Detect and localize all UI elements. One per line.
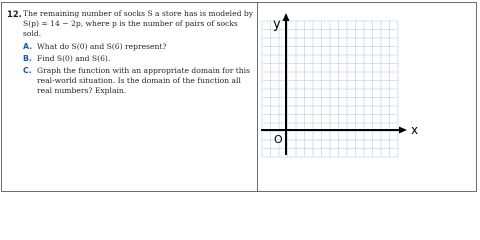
part-c-text: Graph the function with an appropriate domain for this real-world situation. Is the domain of the function all real numbers? Explain. bbox=[37, 66, 251, 96]
y-axis-arrowhead bbox=[283, 13, 290, 21]
part-c-letter: C. bbox=[23, 66, 32, 76]
part-a-text: What do S(0) and S(6) represent? bbox=[37, 41, 167, 51]
problem-stem: The remaining number of socks S a store has is modeled by S(p) = 14 − 2p, where p is the number of pairs of socks sold. bbox=[23, 9, 254, 39]
column-divider bbox=[257, 3, 258, 191]
x-axis-arrowhead bbox=[399, 127, 407, 134]
part-b bbox=[23, 54, 255, 64]
part-a bbox=[23, 42, 255, 52]
problem-parts bbox=[23, 42, 255, 97]
coordinate-grid bbox=[259, 7, 459, 183]
problem-text-column bbox=[7, 9, 255, 99]
part-a-letter: A. bbox=[23, 41, 33, 51]
x-axis-label: x bbox=[411, 123, 419, 137]
problem-number: 12. bbox=[7, 9, 22, 19]
part-b-text: Find S(0) and S(6). bbox=[37, 53, 111, 63]
origin-label: O bbox=[274, 133, 283, 146]
y-axis-label: y bbox=[273, 17, 281, 32]
part-c bbox=[23, 66, 255, 97]
part-b-letter: B. bbox=[23, 53, 32, 63]
problem-box bbox=[1, 2, 477, 192]
